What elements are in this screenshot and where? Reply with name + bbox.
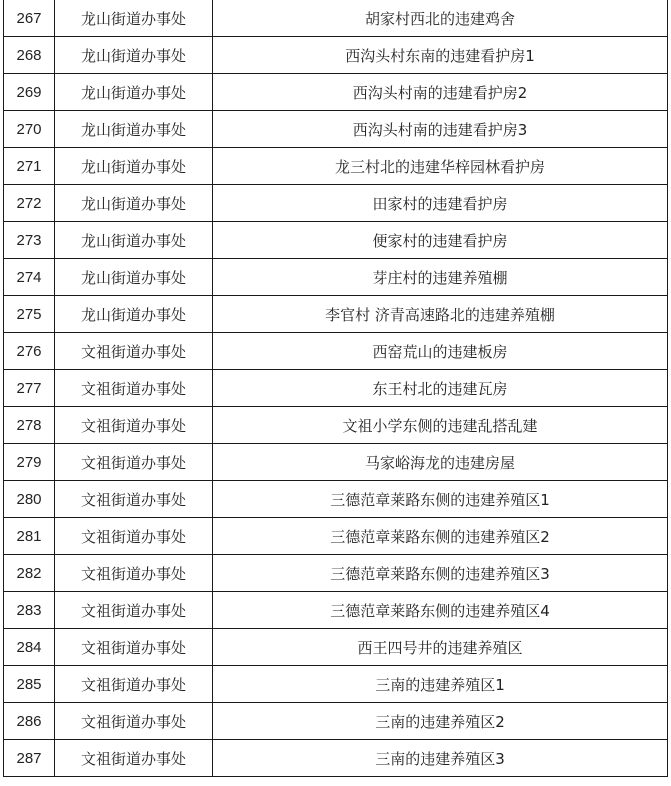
description-cell: 三德范章莱路东侧的违建养殖区3 — [213, 555, 668, 592]
office-cell: 龙山街道办事处 — [55, 37, 213, 74]
description-cell: 西沟头村南的违建看护房2 — [213, 74, 668, 111]
office-cell: 文祖街道办事处 — [55, 370, 213, 407]
table-row — [4, 518, 668, 555]
table-row — [4, 259, 668, 296]
row-number-cell: 273 — [4, 222, 55, 259]
office-cell: 文祖街道办事处 — [55, 703, 213, 740]
description-cell: 三德范章莱路东侧的违建养殖区2 — [213, 518, 668, 555]
office-cell: 文祖街道办事处 — [55, 629, 213, 666]
row-number-cell: 275 — [4, 296, 55, 333]
office-cell: 文祖街道办事处 — [55, 333, 213, 370]
row-number-cell: 267 — [4, 0, 55, 37]
table-row — [4, 74, 668, 111]
description-cell: 田家村的违建看护房 — [213, 185, 668, 222]
office-cell: 龙山街道办事处 — [55, 185, 213, 222]
table-row — [4, 296, 668, 333]
description-cell: 芽庄村的违建养殖棚 — [213, 259, 668, 296]
description-cell: 东王村北的违建瓦房 — [213, 370, 668, 407]
row-number-cell: 272 — [4, 185, 55, 222]
row-number-cell: 283 — [4, 592, 55, 629]
table-row — [4, 333, 668, 370]
table-row — [4, 666, 668, 703]
description-cell: 三德范章莱路东侧的违建养殖区4 — [213, 592, 668, 629]
description-cell: 三德范章莱路东侧的违建养殖区1 — [213, 481, 668, 518]
row-number-cell: 279 — [4, 444, 55, 481]
row-number-cell: 271 — [4, 148, 55, 185]
description-cell: 西窑荒山的违建板房 — [213, 333, 668, 370]
table-row — [4, 407, 668, 444]
table-row — [4, 185, 668, 222]
description-cell: 西沟头村南的违建看护房3 — [213, 111, 668, 148]
row-number-cell: 274 — [4, 259, 55, 296]
office-cell: 龙山街道办事处 — [55, 148, 213, 185]
office-cell: 文祖街道办事处 — [55, 407, 213, 444]
row-number-cell: 277 — [4, 370, 55, 407]
description-cell: 李官村 济青高速路北的违建养殖棚 — [213, 296, 668, 333]
table-row — [4, 0, 668, 37]
table-row — [4, 370, 668, 407]
row-number-cell: 276 — [4, 333, 55, 370]
table-row — [4, 111, 668, 148]
table-row — [4, 555, 668, 592]
office-cell: 龙山街道办事处 — [55, 222, 213, 259]
description-cell: 三南的违建养殖区3 — [213, 740, 668, 777]
row-number-cell: 269 — [4, 74, 55, 111]
row-number-cell: 268 — [4, 37, 55, 74]
table-row — [4, 444, 668, 481]
description-cell: 文祖小学东侧的违建乱搭乱建 — [213, 407, 668, 444]
description-cell: 西王四号井的违建养殖区 — [213, 629, 668, 666]
office-cell: 文祖街道办事处 — [55, 555, 213, 592]
row-number-cell: 281 — [4, 518, 55, 555]
description-cell: 胡家村西北的违建鸡舍 — [213, 0, 668, 37]
row-number-cell: 287 — [4, 740, 55, 777]
table-body — [4, 0, 668, 777]
office-cell: 文祖街道办事处 — [55, 518, 213, 555]
description-cell: 三南的违建养殖区2 — [213, 703, 668, 740]
office-cell: 龙山街道办事处 — [55, 111, 213, 148]
row-number-cell: 285 — [4, 666, 55, 703]
table-row — [4, 740, 668, 777]
office-cell: 文祖街道办事处 — [55, 666, 213, 703]
row-number-cell: 278 — [4, 407, 55, 444]
office-cell: 龙山街道办事处 — [55, 259, 213, 296]
table-row — [4, 592, 668, 629]
table-row — [4, 37, 668, 74]
row-number-cell: 270 — [4, 111, 55, 148]
office-cell: 文祖街道办事处 — [55, 444, 213, 481]
table-row — [4, 481, 668, 518]
description-cell: 马家峪海龙的违建房屋 — [213, 444, 668, 481]
document-table-container — [3, 0, 667, 777]
office-cell: 龙山街道办事处 — [55, 296, 213, 333]
row-number-cell: 286 — [4, 703, 55, 740]
table-row — [4, 222, 668, 259]
description-cell: 西沟头村东南的违建看护房1 — [213, 37, 668, 74]
row-number-cell: 282 — [4, 555, 55, 592]
table-row — [4, 629, 668, 666]
table-row — [4, 148, 668, 185]
office-cell: 文祖街道办事处 — [55, 592, 213, 629]
description-cell: 便家村的违建看护房 — [213, 222, 668, 259]
illegal-construction-table — [3, 0, 668, 777]
office-cell: 文祖街道办事处 — [55, 740, 213, 777]
table-row — [4, 703, 668, 740]
row-number-cell: 280 — [4, 481, 55, 518]
row-number-cell: 284 — [4, 629, 55, 666]
description-cell: 三南的违建养殖区1 — [213, 666, 668, 703]
office-cell: 文祖街道办事处 — [55, 481, 213, 518]
description-cell: 龙三村北的违建华梓园林看护房 — [213, 148, 668, 185]
office-cell: 龙山街道办事处 — [55, 0, 213, 37]
office-cell: 龙山街道办事处 — [55, 74, 213, 111]
